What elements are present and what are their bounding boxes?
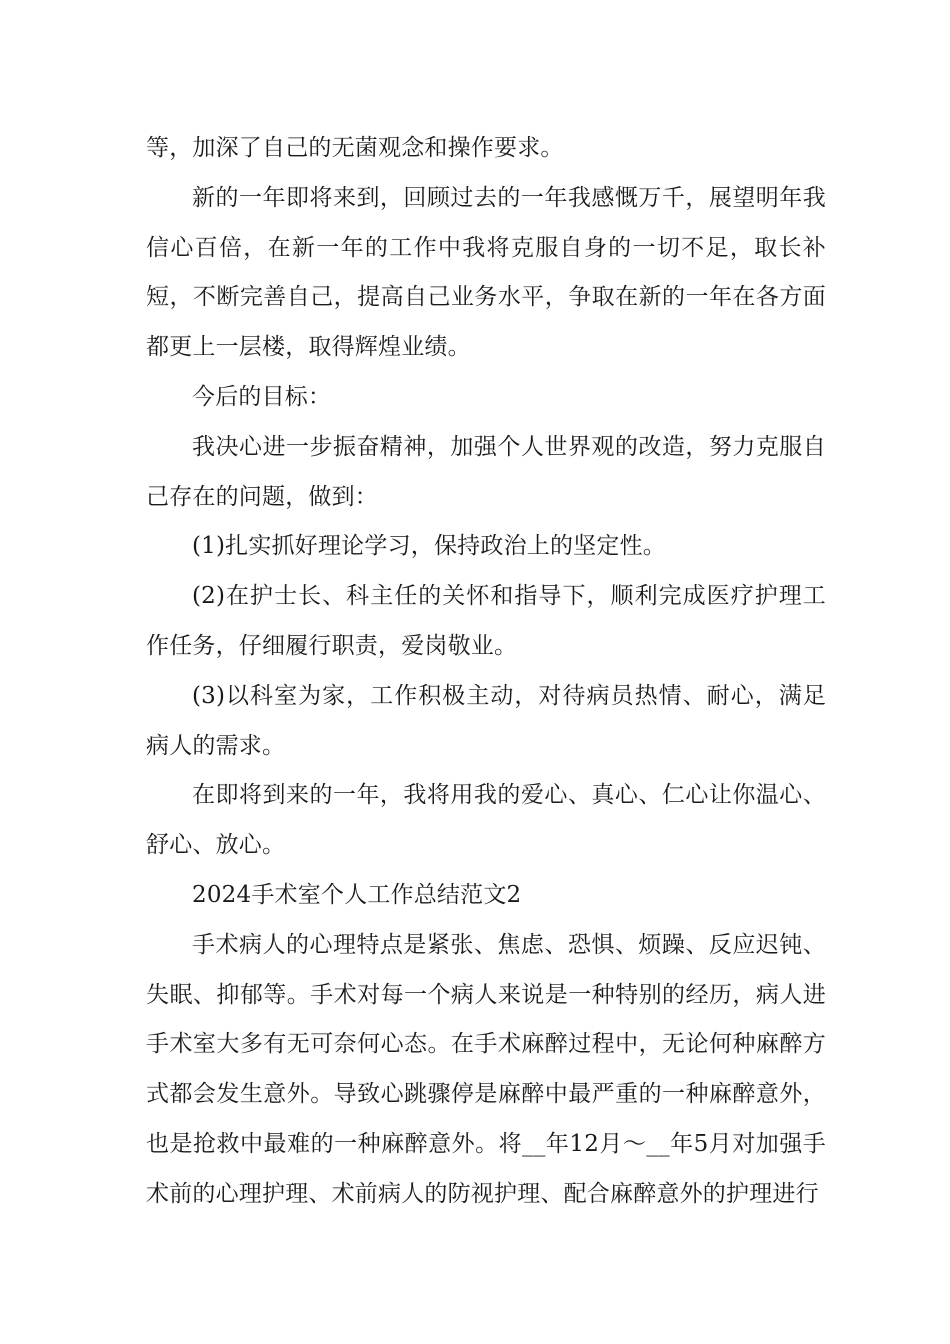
paragraph-continuation: 等，加深了自己的无菌观念和操作要求。 bbox=[146, 135, 564, 161]
section-title: 2024手术室个人工作总结范文2 bbox=[192, 881, 522, 908]
paragraph-goals-heading: 今后的目标： bbox=[192, 383, 332, 410]
paragraph-surgery-psychology: 手术病人的心理特点是紧张、焦虑、恐惧、烦躁、反应迟钝、失眠、抑郁等。手术对每一个病人来说是一种特别的经历，病人进手术室大多有无可奈何心态。在手术麻醉过程中，无论何种麻醉方式都会发生意外。导致心跳骤停是麻醉中最严重的一种麻醉意外，也是抢救中最难的一种麻醉意外。将__年12月～__年5月对加强手术前的心理护理、术前病人的防视护理、配合麻醉意外的护理进行 bbox=[146, 931, 826, 1207]
paragraph-goal-3: (3)以科室为家，工作积极主动，对待病员热情、耐心，满足病人的需求。 bbox=[146, 682, 826, 759]
paragraph-closing: 在即将到来的一年，我将用我的爱心、真心、仁心让你温心、舒心、放心。 bbox=[146, 782, 826, 859]
paragraph-goal-1: (1)扎实抓好理论学习，保持政治上的坚定性。 bbox=[192, 533, 666, 560]
paragraph-new-year-outlook: 新的一年即将来到，回顾过去的一年我感慨万千，展望明年我信心百倍，在新一年的工作中我将克服自身的一切不足，取长补短，不断完善自己，提高自己业务水平，争取在新的一年在各方面都更上一层楼，取得辉煌业绩。 bbox=[146, 184, 826, 361]
paragraph-resolution: 我决心进一步振奋精神，加强个人世界观的改造，努力克服自己存在的问题，做到： bbox=[146, 433, 826, 510]
document-body bbox=[146, 124, 826, 1220]
paragraph-goal-2: (2)在护士长、科主任的关怀和指导下，顺利完成医疗护理工作任务，仔细履行职责，爱岗敬业。 bbox=[146, 583, 826, 659]
